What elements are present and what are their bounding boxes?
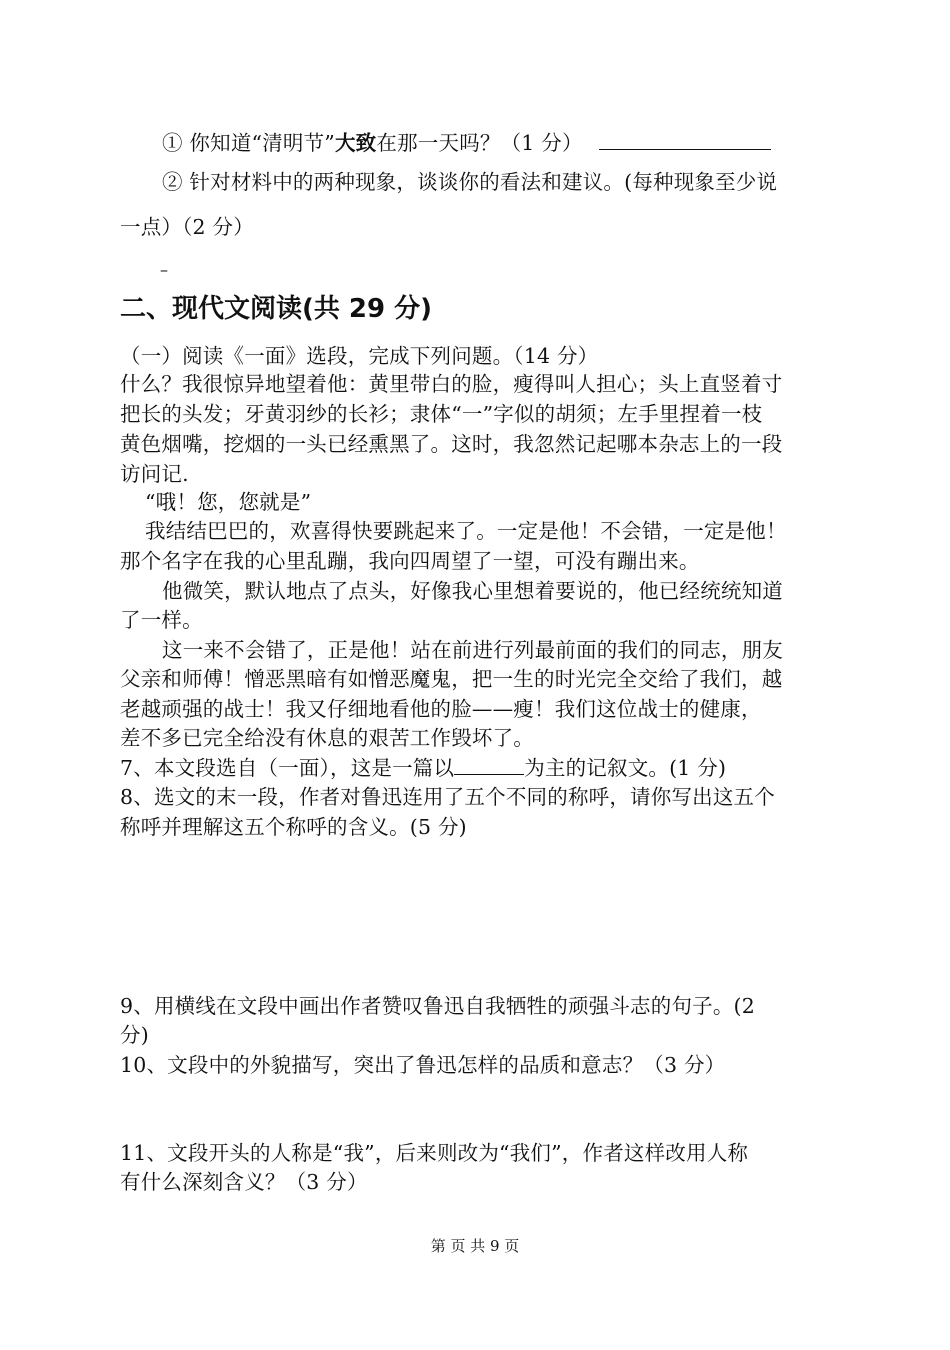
answer-blank-q1[interactable]	[599, 127, 771, 150]
question-8-line1: 8、选文的末一段，作者对鲁迅连用了五个不同的称呼，请你写出这五个	[120, 785, 775, 809]
question-two-phenomena-line1: ② 针对材料中的两种现象，谈谈你的看法和建议。(每种现象至少说	[162, 170, 778, 194]
question-10: 10、文段中的外貌描写，突出了鲁迅怎样的品质和意志？（3 分）	[120, 1053, 726, 1077]
passage-line: 那个名字在我的心里乱蹦，我向四周望了一望，可没有蹦出来。	[120, 549, 700, 573]
question-7	[120, 752, 835, 783]
q1-text-pre: ① 你知道“清明节”	[162, 131, 335, 155]
passage-line: 黄色烟嘴，挖烟的一头已经熏黑了。这时，我忽然记起哪本杂志上的一段	[120, 432, 783, 456]
passage-line: 把长的头发；牙黄羽纱的长衫；隶体“一”字似的胡须；左手里捏着一枝	[120, 402, 763, 426]
passage-line: 他微笑，默认地点了点头，好像我心里想着要说的，他已经统统知道	[162, 579, 783, 603]
stray-dash: –	[160, 260, 168, 279]
passage-line: 我结结巴巴的，欢喜得快要跳起来了。一定是他！不会错，一定是他！	[145, 519, 787, 543]
question-9-line2: 分)	[120, 1023, 149, 1047]
part1-heading: （一）阅读《一面》选段，完成下列问题。（14 分）	[120, 344, 599, 368]
question-two-phenomena-line2: 一点）（2 分）	[120, 215, 254, 239]
question-8-line2: 称呼并理解这五个称呼的含义。(5 分)	[120, 815, 467, 839]
passage-line: 了一样。	[120, 608, 203, 632]
page-footer: 第 页 共 9 页	[430, 1237, 520, 1255]
passage-line: 老越顽强的战士！我又仔细地看他的脸——瘦！我们这位战士的健康，	[120, 697, 762, 721]
section-title: 二、现代文阅读(共 29 分)	[120, 294, 433, 324]
question-9-line1: 9、用横线在文段中画出作者赞叹鲁迅自我牺牲的顽强斗志的句子。(2	[120, 994, 755, 1018]
question-11-line1: 11、文段开头的人称是“我”，后来则改为“我们”，作者这样改用人称	[120, 1141, 749, 1165]
question-qingming-date	[162, 127, 877, 158]
passage-line: 差不多已完全给没有休息的艰苦工作毁坏了。	[120, 726, 534, 750]
passage-line: 这一来不会错了，正是他！站在前进行列最前面的我们的同志，朋友	[162, 638, 783, 662]
answer-blank-q7[interactable]	[454, 752, 524, 775]
passage-line: 访问记.	[120, 462, 189, 486]
question-11-line2: 有什么深刻含义？（3 分）	[120, 1170, 368, 1194]
q1-text-bold: 大致	[334, 131, 377, 155]
q7-text-pre: 7、本文段选自（一面），这是一篇以	[120, 756, 455, 780]
passage-line: 什么？我很惊异地望着他：黄里带白的脸，瘦得叫人担心；头上直竖着寸	[120, 372, 783, 396]
passage-line: 父亲和师傅！憎恶黑暗有如憎恶魔鬼，把一生的时光完全交给了我们，越	[120, 667, 783, 691]
q7-text-post: 为主的记叙文。(1 分)	[524, 756, 727, 780]
passage-line: “哦！您，您就是”	[145, 490, 312, 514]
q1-text-post: 在那一天吗？（1 分）	[376, 131, 583, 155]
